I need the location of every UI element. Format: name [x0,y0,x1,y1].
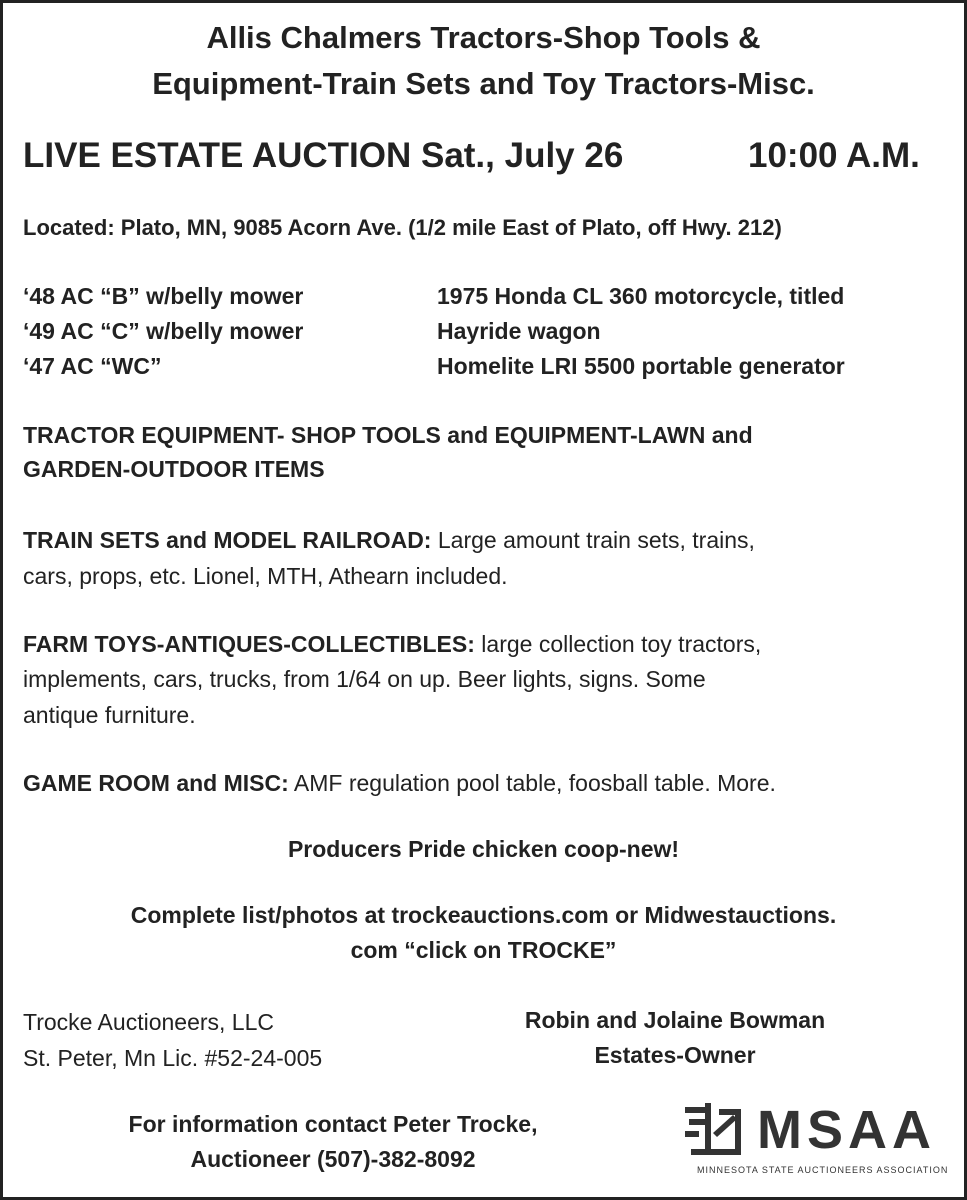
owner-line-2: Estates-Owner [594,1042,756,1068]
logo-text: MSAA [757,1100,936,1160]
contact-line-1: For information contact Peter Trocke, [128,1111,538,1137]
auction-title [23,136,920,176]
game-room-heading: GAME ROOM and MISC: [23,770,289,796]
farm-toys-heading: FARM TOYS-ANTIQUES-COLLECTIBLES: [23,631,475,657]
headline-line-2: Equipment-Train Sets and Toy Tractors-Misc. [152,66,815,101]
location: Located: Plato, MN, 9085 Acorn Ave. (1/2 mile East of Plato, off Hwy. 212) [23,215,782,240]
train-sets-text-1: Large amount train sets, trains, [437,527,755,553]
game-room-text: AMF regulation pool table, foosball table. More. [293,770,776,796]
complete-list-line-2: com “click on TROCKE” [350,937,617,963]
logo-caption: MINNESOTA STATE AUCTIONEERS ASSOCIATION [697,1165,949,1175]
train-sets-heading: TRAIN SETS and MODEL RAILROAD: [23,527,432,553]
auctioneer-license: St. Peter, Mn Lic. #52-24-005 [23,1045,323,1071]
tractor-equipment-line-1: TRACTOR EQUIPMENT- SHOP TOOLS and EQUIPMENT-LAWN and [23,422,753,448]
owner-line-1: Robin and Jolaine Bowman [524,1007,826,1033]
auction-time: 10:00 A.M. [748,136,920,175]
item-left-3: ‘47 AC “WC” [23,353,162,379]
item-right-1: 1975 Honda CL 360 motorcycle, titled [437,283,845,309]
contact-line-2: Auctioneer (507)-382-8092 [190,1146,476,1172]
tractor-equipment-line-2: GARDEN-OUTDOOR ITEMS [23,456,325,482]
auctioneer-name: Trocke Auctioneers, LLC [23,1009,274,1035]
farm-toys-text-3: antique furniture. [23,702,196,728]
farm-toys-text-2: implements, cars, trucks, from 1/64 on up. Beer lights, signs. Some [23,666,706,692]
item-left-2: ‘49 AC “C” w/belly mower [23,318,304,344]
headline-line-1: Allis Chalmers Tractors-Shop Tools & [206,20,761,55]
auction-date: LIVE ESTATE AUCTION Sat., July 26 [23,136,624,175]
train-sets-line-1 [23,523,755,558]
item-right-3: Homelite LRI 5500 portable generator [437,353,845,379]
train-sets-text-2: cars, props, etc. Lionel, MTH, Athearn included. [23,563,508,589]
farm-toys-line-1 [23,627,761,662]
game-room-line [23,766,776,801]
item-right-2: Hayride wagon [437,318,601,344]
complete-list-line-1: Complete list/photos at trockeauctions.com or Midwestauctions. [130,902,837,928]
msaa-logo [685,1100,949,1183]
item-left-1: ‘48 AC “B” w/belly mower [23,283,304,309]
chicken-coop: Producers Pride chicken coop-new! [287,836,680,862]
farm-toys-text-1: large collection toy tractors, [481,631,762,657]
